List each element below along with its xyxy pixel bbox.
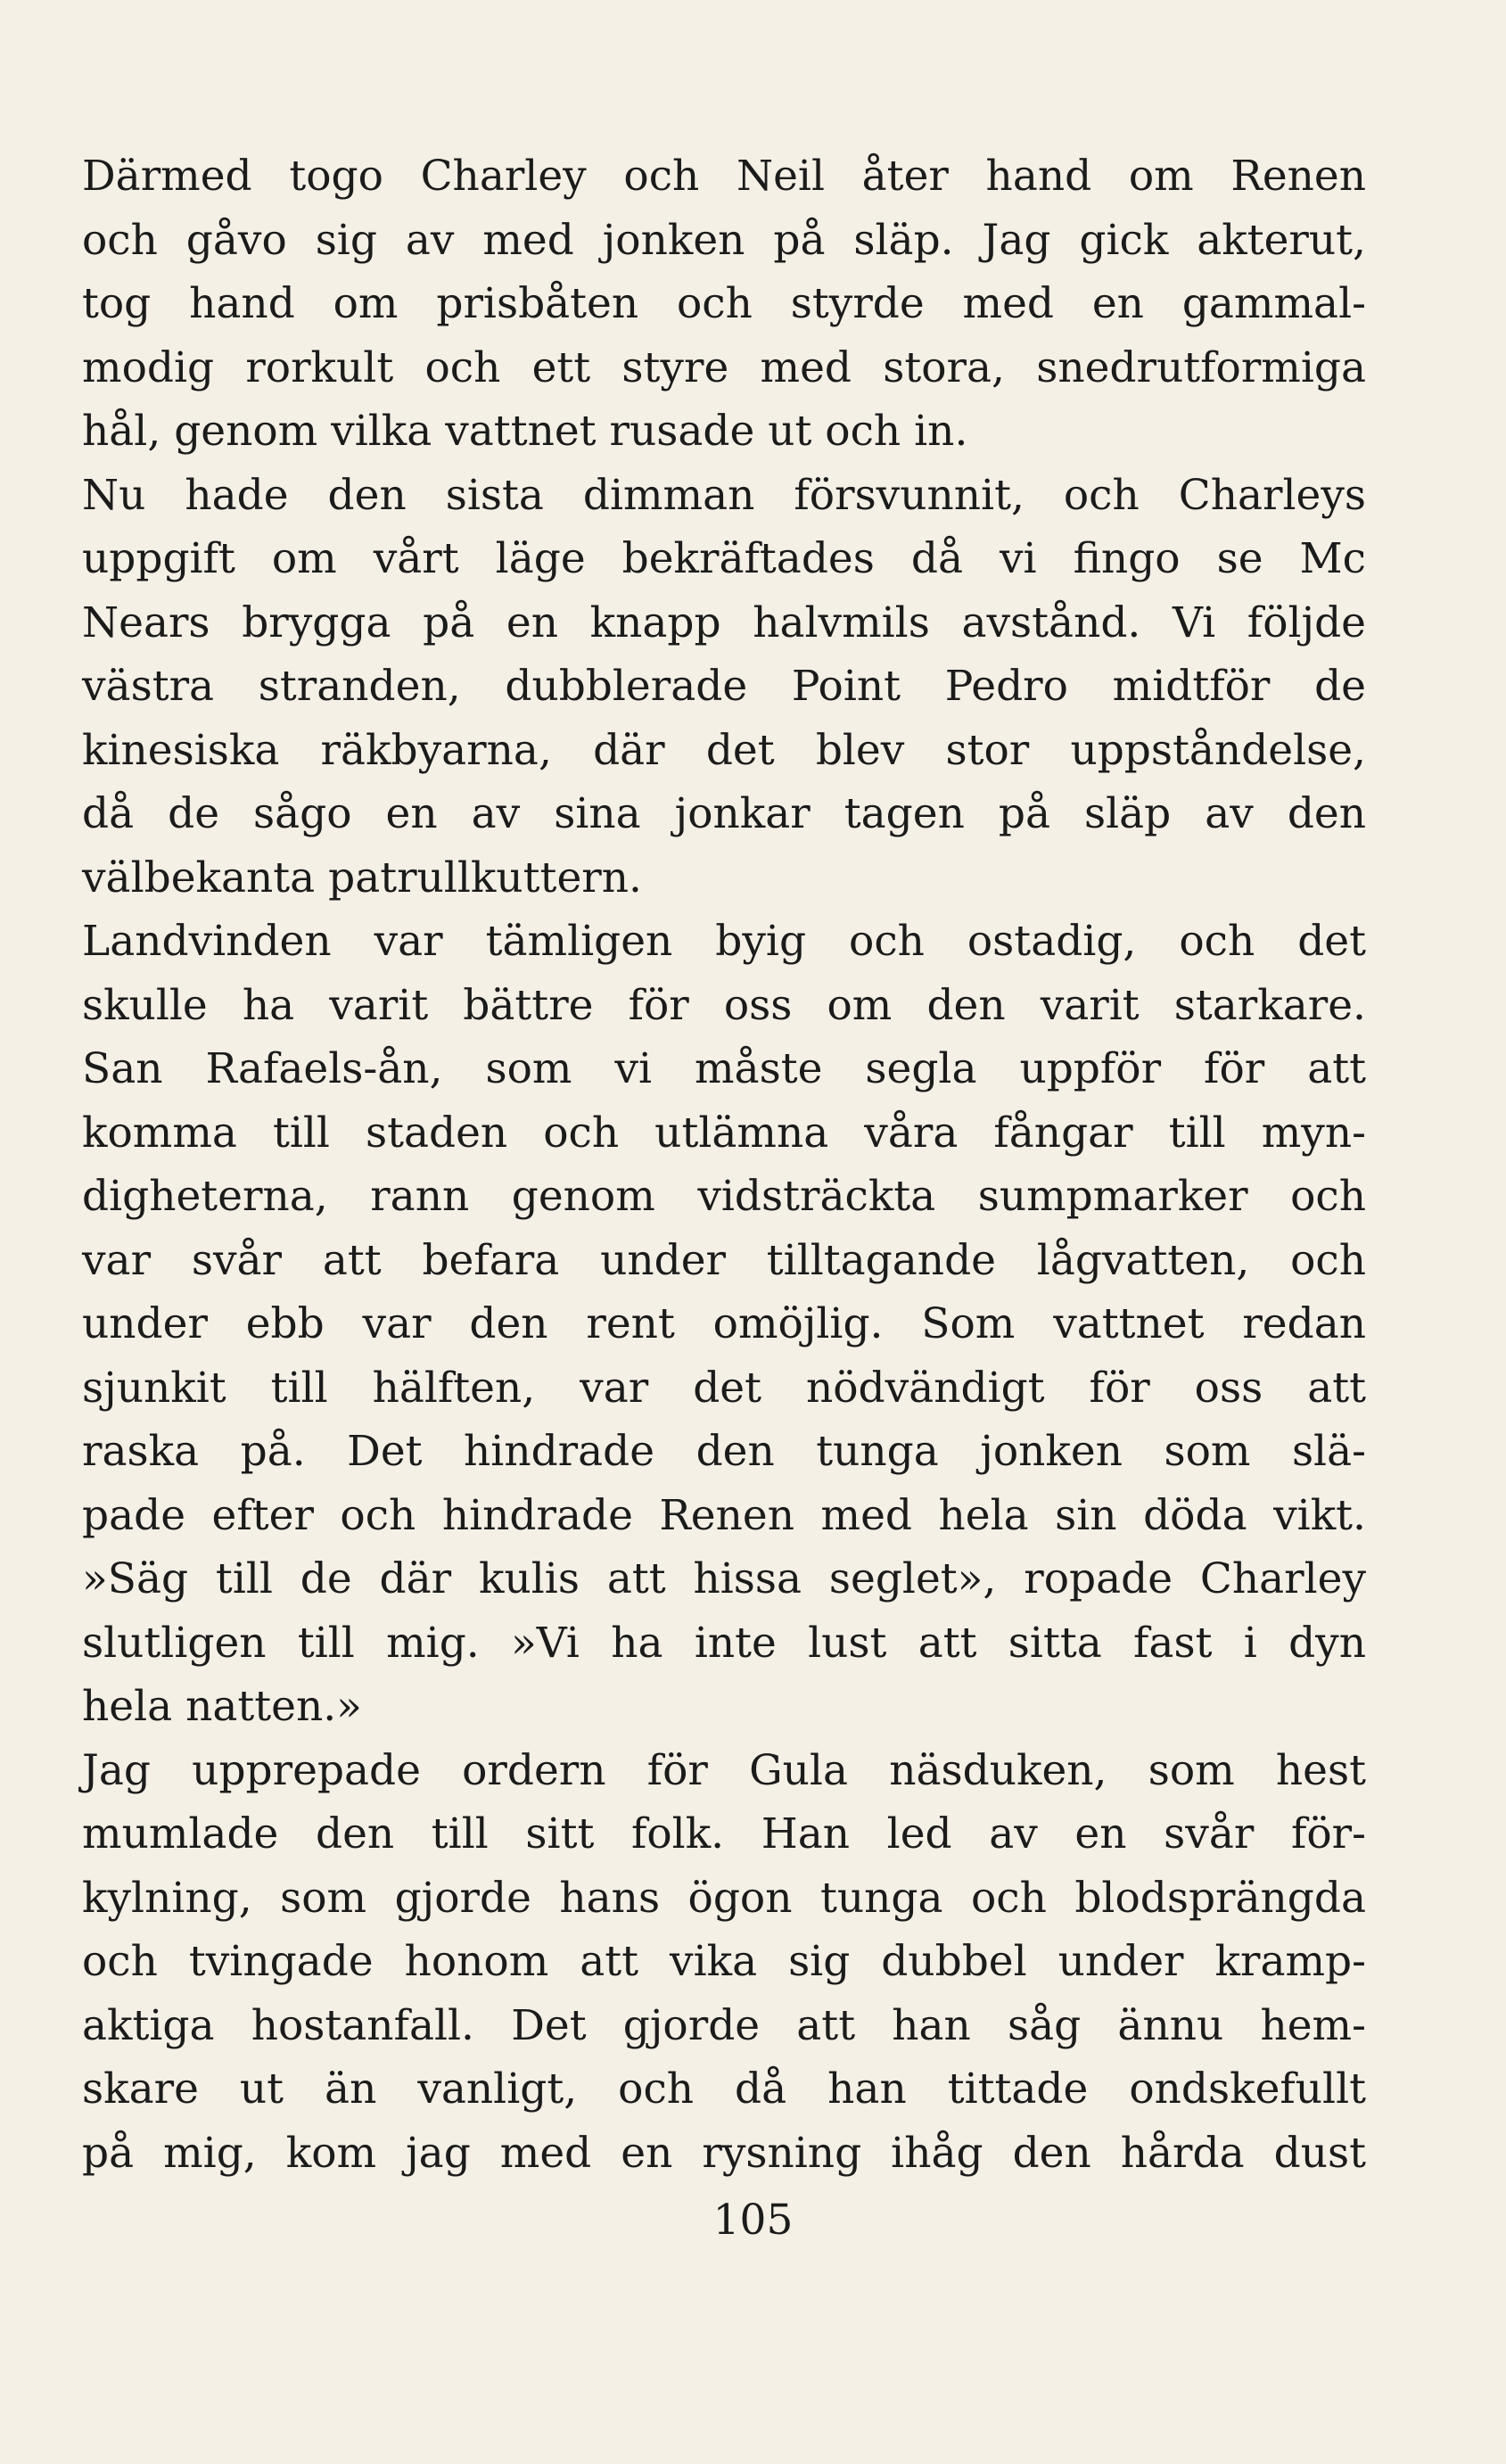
text-line: aktiga hostanfall. Det gjorde att han såg ännu hem- [82,2000,1366,2050]
text-line: Jag upprepade ordern för Gula näsduken, som hest [82,1745,1366,1795]
text-line: Nu hade den sista dimman försvunnit, och Charleys [82,470,1366,520]
text-line: välbekanta patrullkuttern. [82,853,642,902]
text-line: då de sågo en av sina jonkar tagen på släp av den [82,789,1366,838]
body-text [82,144,1366,2185]
text-line: och tvingade honom att vika sig dubbel under kramp- [82,1937,1366,1986]
text-line: raska på. Det hindrade den tunga jonken som slä- [82,1427,1366,1476]
text-line: Landvinden var tämligen byig och ostadig, och det [82,917,1366,966]
text-line: komma till staden och utlämna våra fångar till myn- [82,1108,1366,1158]
text-line: skare ut än vanligt, och då han tittade ondskefullt [82,2064,1366,2114]
page-number: 105 [712,2196,794,2245]
text-line: modig rorkult och ett styre med stora, snedrutformiga [82,342,1366,392]
text-line: digheterna, rann genom vidsträckta sumpmarker och [82,1172,1366,1221]
text-line: slutligen till mig. »Vi ha inte lust att sitta fast i dyn [82,1618,1366,1668]
text-line: skulle ha varit bättre för oss om den varit starkare. [82,980,1366,1030]
text-line: San Rafaels-ån, som vi måste segla uppför för att [82,1044,1366,1093]
text-line: kinesiska räkbyarna, där det blev stor uppståndelse, [82,725,1366,775]
text-line: mumlade den till sitt folk. Han led av en svår för- [82,1809,1366,1858]
text-line: västra stranden, dubblerade Point Pedro midtför de [82,662,1366,711]
text-line: och gåvo sig av med jonken på släp. Jag gick akterut, [82,215,1366,265]
text-line: uppgift om vårt läge bekräftades då vi fingo se Mc [82,534,1366,583]
text-line: hela natten.» [82,1682,362,1731]
text-line: kylning, som gjorde hans ögon tunga och blodsprängda [82,1873,1366,1923]
text-line: under ebb var den rent omöjlig. Som vattnet redan [82,1299,1366,1348]
text-line: Nears brygga på en knapp halvmils avstånd. Vi följde [82,597,1366,647]
text-line: sjunkit till hälften, var det nödvändigt för oss att [82,1363,1366,1413]
text-line: Därmed togo Charley och Neil åter hand om Renen [82,152,1366,201]
text-line: hål, genom vilka vattnet rusade ut och in. [82,407,968,456]
text-line: »Säg till de där kulis att hissa seglet», ropade Charley [82,1554,1366,1603]
text-line: tog hand om prisbåten och styrde med en gammal- [82,279,1366,328]
text-line: på mig, kom jag med en rysning ihåg den hårda dust [82,2128,1366,2178]
text-line: pade efter och hindrade Renen med hela sin döda vikt. [82,1490,1366,1540]
text-line: var svår att befara under tilltagande lågvatten, och [82,1235,1366,1285]
